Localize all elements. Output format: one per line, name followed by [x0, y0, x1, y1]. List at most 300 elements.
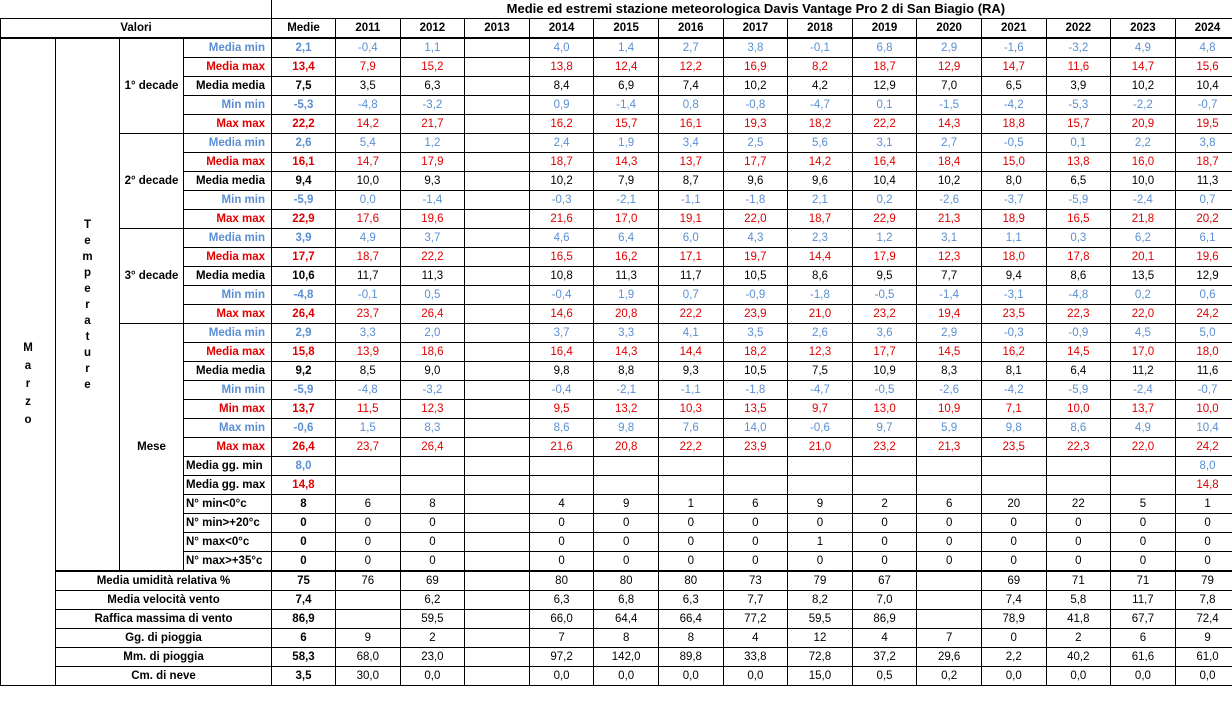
value-cell: 8,8	[594, 362, 659, 381]
value-cell: 0	[917, 552, 982, 572]
value-cell	[981, 476, 1046, 495]
value-cell: -2,4	[1111, 381, 1176, 400]
table-row	[1, 324, 1232, 343]
value-cell: 22,2	[400, 248, 465, 267]
year-header: 2024	[1175, 19, 1232, 39]
value-cell: 0	[1046, 552, 1111, 572]
value-cell: 0,2	[917, 667, 982, 686]
group-letter: u	[83, 346, 92, 359]
value-cell	[529, 457, 594, 476]
value-cell: 20,2	[1175, 210, 1232, 229]
value-cell: -2,4	[1111, 191, 1176, 210]
value-cell: 0	[788, 552, 853, 572]
avg-cell: 22,2	[272, 115, 336, 134]
value-cell: 33,8	[723, 648, 788, 667]
value-cell: 6,3	[400, 77, 465, 96]
value-cell	[1046, 476, 1111, 495]
value-cell: 18,4	[917, 153, 982, 172]
value-cell: 1	[1175, 495, 1232, 514]
value-cell: -0,1	[336, 286, 401, 305]
value-cell: 0	[723, 533, 788, 552]
value-cell: 0,6	[1175, 286, 1232, 305]
table-row	[1, 495, 1232, 514]
value-cell: 8,6	[788, 267, 853, 286]
value-cell: 72,8	[788, 648, 853, 667]
value-cell: 76	[336, 571, 401, 591]
value-cell: 15,0	[981, 153, 1046, 172]
value-cell: 21,7	[400, 115, 465, 134]
value-cell: 13,9	[336, 343, 401, 362]
value-cell: 9,6	[788, 172, 853, 191]
row-label: Max max	[184, 305, 272, 324]
month-letter: r	[25, 378, 31, 390]
value-cell: 0,1	[852, 96, 917, 115]
value-cell	[658, 457, 723, 476]
value-cell: 0,2	[852, 191, 917, 210]
row-label: Min min	[184, 286, 272, 305]
value-cell: 12,9	[852, 77, 917, 96]
value-cell: 6,3	[658, 591, 723, 610]
row-label: Media media	[184, 362, 272, 381]
value-cell: 22,2	[852, 115, 917, 134]
value-cell: 10,9	[917, 400, 982, 419]
year-header: 2022	[1046, 19, 1111, 39]
avg-cell: 86,9	[272, 610, 336, 629]
value-cell: 23,7	[336, 438, 401, 457]
value-cell: 11,2	[1111, 362, 1176, 381]
value-cell: 15,2	[400, 58, 465, 77]
month-letter: z	[25, 396, 31, 408]
value-cell: -4,2	[981, 381, 1046, 400]
value-cell: 14,4	[788, 248, 853, 267]
value-cell: 78,9	[981, 610, 1046, 629]
value-cell: 14,4	[658, 343, 723, 362]
value-cell: 0,0	[1046, 667, 1111, 686]
avg-cell: 0	[272, 514, 336, 533]
value-cell: 9,3	[400, 172, 465, 191]
value-cell: 6	[917, 495, 982, 514]
value-cell: 22,0	[1111, 438, 1176, 457]
value-cell	[465, 210, 530, 229]
row-label: Media min	[184, 134, 272, 153]
value-cell: 12,9	[917, 58, 982, 77]
value-cell: 17,7	[723, 153, 788, 172]
value-cell: 22,9	[852, 210, 917, 229]
value-cell: 71	[1046, 571, 1111, 591]
value-cell: -2,1	[594, 381, 659, 400]
value-cell: 9	[594, 495, 659, 514]
value-cell: -4,2	[981, 96, 1046, 115]
value-cell: 14,3	[594, 343, 659, 362]
value-cell: 0,0	[336, 191, 401, 210]
avg-cell: 15,8	[272, 343, 336, 362]
value-cell: 2,5	[723, 134, 788, 153]
value-cell: 9,7	[852, 419, 917, 438]
value-cell: -4,7	[788, 96, 853, 115]
table-row	[1, 552, 1232, 572]
value-cell: 9,8	[981, 419, 1046, 438]
footer-label: Media umidità relativa %	[56, 571, 272, 591]
value-cell: 0	[981, 629, 1046, 648]
value-cell: 0	[400, 533, 465, 552]
table-row	[1, 77, 1232, 96]
value-cell: 0	[336, 552, 401, 572]
value-cell	[465, 514, 530, 533]
value-cell: 17,7	[852, 343, 917, 362]
value-cell: 4,8	[1175, 38, 1232, 58]
value-cell: 18,7	[529, 153, 594, 172]
avg-cell: -5,9	[272, 191, 336, 210]
row-label: N° max>+35°c	[184, 552, 272, 572]
value-cell: -1,1	[658, 381, 723, 400]
table-row	[1, 267, 1232, 286]
avg-cell: 7,5	[272, 77, 336, 96]
value-cell: 8,5	[336, 362, 401, 381]
value-cell: 7,5	[788, 362, 853, 381]
value-cell: -0,3	[529, 191, 594, 210]
group-letter: r	[85, 362, 90, 375]
value-cell: 16,0	[1111, 153, 1176, 172]
value-cell: 9,6	[723, 172, 788, 191]
group-letter: r	[85, 298, 90, 311]
value-cell: 16,9	[723, 58, 788, 77]
row-label: Media gg. min	[184, 457, 272, 476]
value-cell: 2	[852, 495, 917, 514]
avg-cell: 2,9	[272, 324, 336, 343]
row-label: Media min	[184, 38, 272, 58]
value-cell: -0,5	[981, 134, 1046, 153]
value-cell	[465, 362, 530, 381]
group-label	[56, 38, 120, 571]
value-cell: 21,6	[529, 438, 594, 457]
year-header: 2016	[658, 19, 723, 39]
value-cell: 19,3	[723, 115, 788, 134]
value-cell: 79	[788, 571, 853, 591]
value-cell: 2,7	[917, 134, 982, 153]
year-header: 2020	[917, 19, 982, 39]
row-label: Min min	[184, 381, 272, 400]
value-cell	[465, 648, 530, 667]
row-label: Media gg. max	[184, 476, 272, 495]
value-cell	[465, 533, 530, 552]
value-cell	[465, 629, 530, 648]
value-cell: 20,1	[1111, 248, 1176, 267]
value-cell: 8	[594, 629, 659, 648]
table-row	[1, 362, 1232, 381]
table-row	[1, 38, 1232, 58]
value-cell	[788, 476, 853, 495]
title-row	[1, 0, 1232, 19]
value-cell: 0	[917, 514, 982, 533]
table-row	[1, 248, 1232, 267]
value-cell: 8,0	[981, 172, 1046, 191]
value-cell: 13,5	[723, 400, 788, 419]
value-cell: -0,5	[852, 381, 917, 400]
value-cell: 8,1	[981, 362, 1046, 381]
value-cell: 0	[400, 552, 465, 572]
value-cell: 18,7	[852, 58, 917, 77]
avg-cell: 8,0	[272, 457, 336, 476]
value-cell: 29,6	[917, 648, 982, 667]
value-cell: 5,8	[1046, 591, 1111, 610]
value-cell: 6,9	[594, 77, 659, 96]
avg-cell: 6	[272, 629, 336, 648]
value-cell: 17,6	[336, 210, 401, 229]
value-cell: -1,1	[658, 191, 723, 210]
value-cell	[917, 457, 982, 476]
value-cell: 66,0	[529, 610, 594, 629]
avg-cell: 8	[272, 495, 336, 514]
value-cell	[465, 324, 530, 343]
value-cell: 77,2	[723, 610, 788, 629]
value-cell: 61,6	[1111, 648, 1176, 667]
value-cell: 30,0	[336, 667, 401, 686]
value-cell: 22,2	[658, 305, 723, 324]
footer-label: Gg. di pioggia	[56, 629, 272, 648]
value-cell: 80	[658, 571, 723, 591]
value-cell	[465, 229, 530, 248]
value-cell	[465, 343, 530, 362]
table-row	[1, 229, 1232, 248]
row-label: Media media	[184, 172, 272, 191]
value-cell: 72,4	[1175, 610, 1232, 629]
value-cell	[400, 457, 465, 476]
value-cell: 18,2	[788, 115, 853, 134]
table-row	[1, 286, 1232, 305]
value-cell: -1,8	[788, 286, 853, 305]
year-header: 2017	[723, 19, 788, 39]
value-cell: 9,7	[788, 400, 853, 419]
value-cell	[594, 457, 659, 476]
value-cell: 6,0	[658, 229, 723, 248]
value-cell: 12,3	[400, 400, 465, 419]
avg-cell: 2,1	[272, 38, 336, 58]
value-cell	[723, 476, 788, 495]
row-label: Min min	[184, 96, 272, 115]
value-cell: 3,6	[852, 324, 917, 343]
value-cell: 3,3	[336, 324, 401, 343]
table-row	[1, 96, 1232, 115]
value-cell	[1046, 457, 1111, 476]
value-cell: 2,9	[917, 38, 982, 58]
value-cell: 6,2	[1111, 229, 1176, 248]
value-cell: 0,2	[1111, 286, 1176, 305]
value-cell: 0	[400, 514, 465, 533]
value-cell: 10,9	[852, 362, 917, 381]
avg-cell: -5,9	[272, 381, 336, 400]
value-cell: 64,4	[594, 610, 659, 629]
table-row	[1, 514, 1232, 533]
value-cell: 59,5	[400, 610, 465, 629]
value-cell: 0,0	[594, 667, 659, 686]
value-cell: 6,8	[594, 591, 659, 610]
value-cell: 0	[981, 552, 1046, 572]
value-cell: 12,3	[917, 248, 982, 267]
value-cell: 10,4	[1175, 77, 1232, 96]
value-cell: 0	[658, 514, 723, 533]
row-label: Media max	[184, 58, 272, 77]
value-cell: 14,2	[336, 115, 401, 134]
value-cell: 8,2	[788, 58, 853, 77]
value-cell: 10,4	[852, 172, 917, 191]
value-cell: 2,3	[788, 229, 853, 248]
value-cell: 19,4	[917, 305, 982, 324]
value-cell	[465, 115, 530, 134]
footer-label: Media velocità vento	[56, 591, 272, 610]
value-cell: 19,1	[658, 210, 723, 229]
value-cell	[465, 610, 530, 629]
value-cell: 8,6	[1046, 267, 1111, 286]
avg-cell: 14,8	[272, 476, 336, 495]
value-cell: 0	[336, 533, 401, 552]
value-cell: 14,8	[1175, 476, 1232, 495]
table-row	[1, 58, 1232, 77]
value-cell: 66,4	[658, 610, 723, 629]
value-cell: 0,5	[400, 286, 465, 305]
avg-cell: 3,5	[272, 667, 336, 686]
year-header: 2011	[336, 19, 401, 39]
value-cell	[465, 305, 530, 324]
row-label: Media max	[184, 248, 272, 267]
value-cell: -1,5	[917, 96, 982, 115]
value-cell: 10,0	[1046, 400, 1111, 419]
value-cell: 10,4	[1175, 419, 1232, 438]
footer-row	[1, 667, 1232, 686]
value-cell: 0	[594, 552, 659, 572]
value-cell: 23,5	[981, 305, 1046, 324]
value-cell: 1,9	[594, 286, 659, 305]
value-cell	[465, 286, 530, 305]
value-cell: 10,2	[529, 172, 594, 191]
value-cell: 17,0	[1111, 343, 1176, 362]
table-row	[1, 533, 1232, 552]
value-cell: 4,3	[723, 229, 788, 248]
value-cell: 20,8	[594, 438, 659, 457]
value-cell: 0	[1175, 533, 1232, 552]
value-cell: 10,8	[529, 267, 594, 286]
value-cell: 67,7	[1111, 610, 1176, 629]
value-cell: -5,9	[1046, 191, 1111, 210]
row-label: Min min	[184, 191, 272, 210]
value-cell: 8,0	[1175, 457, 1232, 476]
value-cell: -0,5	[852, 286, 917, 305]
value-cell: -1,4	[917, 286, 982, 305]
group-letter: p	[83, 266, 92, 279]
value-cell: 8,6	[529, 419, 594, 438]
value-cell: 11,7	[1111, 591, 1176, 610]
value-cell: 2,1	[788, 191, 853, 210]
month-label	[1, 38, 56, 686]
value-cell: 10,5	[723, 267, 788, 286]
value-cell: 12	[788, 629, 853, 648]
value-cell	[465, 58, 530, 77]
row-label: Media min	[184, 229, 272, 248]
value-cell: 9,4	[981, 267, 1046, 286]
row-label: Media media	[184, 77, 272, 96]
value-cell: 18,0	[1175, 343, 1232, 362]
value-cell: 7,0	[852, 591, 917, 610]
avg-cell: 3,9	[272, 229, 336, 248]
value-cell: 4,5	[1111, 324, 1176, 343]
value-cell: 0,0	[1175, 667, 1232, 686]
value-cell: 10,2	[917, 172, 982, 191]
value-cell: -3,1	[981, 286, 1046, 305]
value-cell: -5,9	[1046, 381, 1111, 400]
header-row	[1, 19, 1232, 39]
value-cell: 1,9	[594, 134, 659, 153]
value-cell: -1,8	[723, 191, 788, 210]
value-cell: -2,2	[1111, 96, 1176, 115]
value-cell: 4	[723, 629, 788, 648]
value-cell: 16,5	[1046, 210, 1111, 229]
value-cell: 13,5	[1111, 267, 1176, 286]
value-cell: 3,5	[723, 324, 788, 343]
value-cell: 41,8	[1046, 610, 1111, 629]
year-header: 2018	[788, 19, 853, 39]
value-cell: 80	[594, 571, 659, 591]
value-cell: 0	[658, 533, 723, 552]
value-cell: 4,9	[336, 229, 401, 248]
value-cell: 7,9	[594, 172, 659, 191]
value-cell	[917, 476, 982, 495]
value-cell: 4,6	[529, 229, 594, 248]
value-cell: 1,5	[336, 419, 401, 438]
footer-label: Cm. di neve	[56, 667, 272, 686]
value-cell	[400, 476, 465, 495]
value-cell: 9,5	[529, 400, 594, 419]
value-cell: 80	[529, 571, 594, 591]
value-cell: 4	[852, 629, 917, 648]
value-cell: 3,8	[1175, 134, 1232, 153]
value-cell: 16,2	[981, 343, 1046, 362]
value-cell: 17,9	[400, 153, 465, 172]
value-cell	[465, 400, 530, 419]
value-cell: 0	[1175, 552, 1232, 572]
value-cell: 3,4	[658, 134, 723, 153]
value-cell: 8,6	[1046, 419, 1111, 438]
avg-cell: 0	[272, 552, 336, 572]
group-letter: t	[85, 330, 90, 343]
value-cell: 6	[723, 495, 788, 514]
value-cell: 23,9	[723, 438, 788, 457]
table-row	[1, 400, 1232, 419]
value-cell	[1111, 457, 1176, 476]
footer-label: Raffica massima di vento	[56, 610, 272, 629]
value-cell: 6,5	[981, 77, 1046, 96]
value-cell: 19,5	[1175, 115, 1232, 134]
value-cell: 14,0	[723, 419, 788, 438]
value-cell: -3,2	[400, 381, 465, 400]
value-cell: 21,3	[917, 438, 982, 457]
value-cell: 21,8	[1111, 210, 1176, 229]
value-cell: 4,9	[1111, 38, 1176, 58]
value-cell: 11,6	[1046, 58, 1111, 77]
value-cell: 18,9	[981, 210, 1046, 229]
value-cell: 14,7	[336, 153, 401, 172]
value-cell: 1	[658, 495, 723, 514]
value-cell	[465, 267, 530, 286]
value-cell: 5,0	[1175, 324, 1232, 343]
value-cell: 7,4	[658, 77, 723, 96]
value-cell: 13,0	[852, 400, 917, 419]
value-cell: 2	[400, 629, 465, 648]
value-cell: 0,9	[529, 96, 594, 115]
year-header: 2013	[465, 19, 530, 39]
page-title: Medie ed estremi stazione meteorologica Davis Vantage Pro 2 di San Biagio (RA)	[272, 0, 1232, 19]
row-label: Media min	[184, 324, 272, 343]
value-cell: 21,3	[917, 210, 982, 229]
avg-cell: 13,4	[272, 58, 336, 77]
